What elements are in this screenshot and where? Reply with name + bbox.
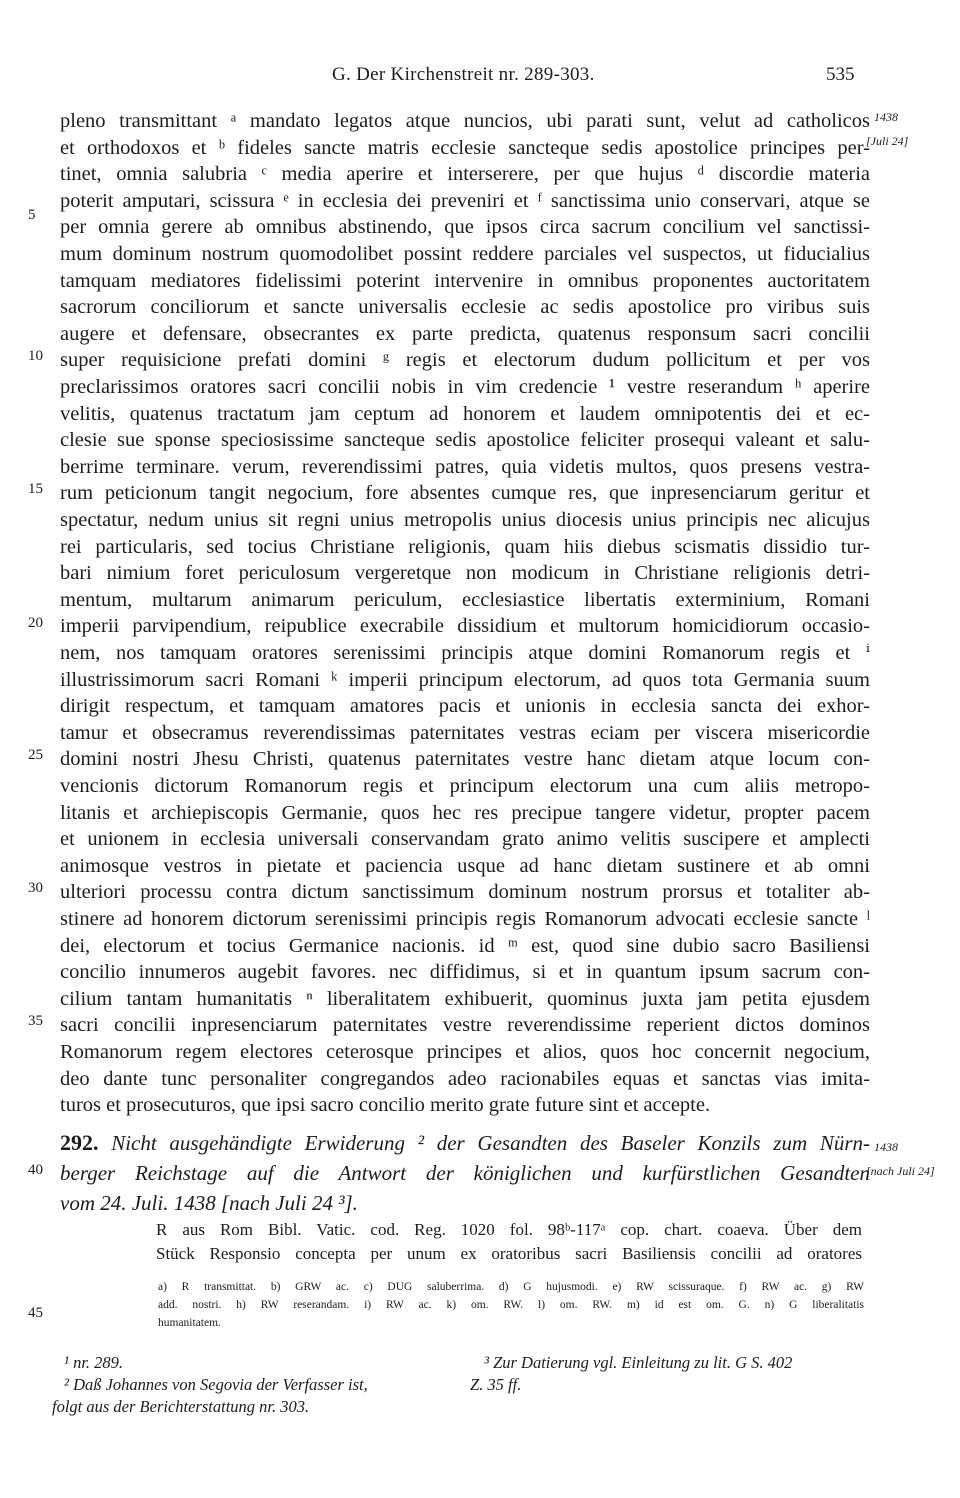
footnote-3: ³ Zur Datierung vgl. Einleitung zu lit. G S. 402 — [484, 1353, 793, 1372]
source-line: R aus Rom Bibl. Vatic. cod. Reg. 1020 fol. 98ᵇ-117ᵃ cop. chart. coaeva. Über dem — [156, 1220, 862, 1239]
text-line: rei particularis, sed tocius Christiane religionis, quam hiis diebus scismatis dissidio tur- — [60, 535, 870, 558]
line-number: 35 — [28, 1013, 43, 1029]
text-line: stinere ad honorem dictorum serenissimi principis regis Romanorum advocati ecclesie sancte ˡ — [60, 908, 870, 930]
line-number: 45 — [28, 1305, 43, 1321]
text-line: Romanorum regem electores ceterosque principes et alios, quos hoc concernit negocium, — [60, 1041, 870, 1063]
text-line: berrime terminare. verum, reverendissimi patres, quia videtis multos, quos presens vestra- — [60, 455, 870, 478]
text-line: spectatur, nedum unius sit regni unius metropolis unius diocesis unius principis nec alicujus — [60, 509, 870, 531]
text-line: tamur et obsecramus reverendissimas paternitates vestras eciam per viscera misericordie — [60, 721, 870, 744]
page-number: 535 — [826, 64, 855, 85]
page-header — [0, 64, 960, 92]
text-line: sacri concilii inpresenciarum paternitates vestre reverendissime reperient dictos dominos — [60, 1014, 870, 1037]
variant-line: humanitatem. — [158, 1317, 221, 1329]
text-line: clesie sue sponse speciosissime sancteque sedis apostolice feliciter prosequi valeant et salu- — [60, 429, 870, 452]
text-line: deo dante tunc personaliter congregandos adeo racionabiles equas et sanctas vias imita- — [60, 1067, 870, 1090]
line-number: 20 — [28, 615, 43, 631]
text-line: turos et prosecuturos, que ipsi sacro concilio merito grate future sint et accepte. — [60, 1094, 711, 1117]
variant-line: add. nostri. h) RW reserandam. i) RW ac. k) om. RW. l) om. RW. m) id est om. G. n) G liberalitatis — [158, 1299, 864, 1311]
text-line: et orthodoxos et ᵇ fideles sancte matris ecclesie sancteque sedis apostolice principes per- — [60, 136, 870, 159]
text-line: preclarissimos oratores sacri concilii nobis in vim credencie ¹ vestre reserandum ʰ aperire — [60, 376, 870, 398]
text-line: domini nostri Jhesu Christi, quatenus paternitates vestre hanc dietam atque locum con- — [60, 748, 870, 771]
footnote-3-continued: Z. 35 ff. — [470, 1375, 522, 1394]
text-line: pleno transmittant ᵃ mandato legatos atque nuncios, ubi parati sunt, velut ad catholicos — [60, 110, 870, 132]
text-line: litanis et archiepiscopis Germanie, quos hec res precipue tangere videtur, propter pacem — [60, 801, 870, 824]
line-number: 25 — [28, 747, 43, 763]
text-line: et unionem in ecclesia universali conservandam grato animo velitis suscipere et amplecti — [60, 828, 870, 851]
source-line: Stück Responsio concepta per unum ex oratoribus sacri Basiliensis concilii ad oratores — [156, 1244, 862, 1263]
document-title: Nicht ausgehändigte Erwiderung ² der Gesandten des Baseler Konzils zum Nürn- — [111, 1131, 870, 1155]
margin-date: [nach Juli 24] — [866, 1164, 935, 1178]
text-line: vencionis dictorum Romanorum regis et principum electorum una cum aliis metropo- — [60, 775, 870, 797]
margin-year: 1438 — [874, 110, 898, 124]
document-number: 292. — [60, 1130, 99, 1155]
text-line: poterit amputari, scissura ᵉ in ecclesia dei preveniri et ᶠ sanctissima unio conservari, atque se — [60, 189, 870, 212]
text-line: rum peticionum tangit negocium, fore absentes cumque res, que inpresenciarum geritur et — [60, 482, 870, 505]
text-line: mentum, multarum animarum periculum, ecclesiastice libertatis exterminium, Romani — [60, 588, 870, 611]
text-line: dei, electorum et tocius Germanice nacionis. id ᵐ est, quod sine dubio sacro Basiliensi — [60, 934, 870, 957]
text-line: ulteriori processu contra dictum sanctissimum dominum nostrum prorsus et totaliter ab- — [60, 881, 870, 904]
line-number: 5 — [28, 207, 36, 223]
footnote-2-continued: folgt aus der Berichterstattung nr. 303. — [52, 1397, 310, 1416]
line-number: 15 — [28, 481, 43, 497]
line-number: 30 — [28, 880, 43, 896]
line-number: 40 — [28, 1162, 43, 1178]
margin-date: [Juli 24] — [866, 134, 909, 148]
text-line: nem, nos tamquam oratores serenissimi principis atque domini Romanorum regis et ⁱ — [60, 642, 870, 664]
margin-year: 1438 — [874, 1140, 898, 1154]
text-line: augere et defensare, obsecrantes ex parte predicta, quatenus responsum sacri concilii — [60, 322, 870, 345]
heading-line: berger Reichstage auf die Antwort der königlichen und kurfürstlichen Gesandten — [60, 1161, 870, 1185]
heading-line — [60, 1128, 870, 1158]
text-line: velitis, quatenus tractatum jam ceptum ad honorem et laudem omnipotentis dei et ec- — [60, 402, 870, 425]
text-line: mum dominum nostrum quomodolibet possint reddere parciales vel suspectos, ut fiducialius — [60, 243, 870, 265]
heading-line: vom 24. Juli. 1438 [nach Juli 24 ³]. — [60, 1191, 358, 1215]
variant-apparatus — [158, 1278, 864, 1332]
text-line: concilio innumeros augebit favores. nec diffidimus, si et in quantum ipsum sacrum con- — [60, 961, 870, 984]
text-line: tamquam mediatores fidelissimi poterint intervenire in omnibus proponentes auctoritatem — [60, 269, 870, 292]
text-line: tinet, omnia salubria ᶜ media aperire et interserere, per que hujus ᵈ discordie materia — [60, 163, 870, 186]
text-line: bari nimium foret periculosum vergeretque non modicum in Christiane religionis detri- — [60, 562, 870, 585]
variant-line: a) R transmittat. b) GRW ac. c) DUG saluberrima. d) G hujusmodi. e) RW scissuraque. f) RW ac. g) RW — [158, 1281, 864, 1293]
text-line: sacrorum conciliorum et sancte universalis ecclesie ac sedis apostolice pro viribus suis — [60, 296, 870, 319]
footnote-2: ² Daß Johannes von Segovia der Verfasser ist, — [64, 1375, 368, 1394]
footnote-1: ¹ nr. 289. — [64, 1353, 124, 1372]
text-line: cilium tantam humanitatis ⁿ liberalitatem exhibuerit, quominus juxta jam petita ejusdem — [60, 987, 870, 1010]
running-title: G. Der Kirchenstreit nr. 289-303. — [332, 64, 595, 85]
text-line: per omnia gerere ab omnibus abstinendo, que ipsos circa sacrum concilium vel sanctissi- — [60, 216, 870, 239]
text-line: dirigit respectum, et tamquam amatores pacis et unionis in ecclesia sancta dei exhor- — [60, 695, 870, 718]
source-note — [156, 1218, 862, 1266]
text-line: illustrissimorum sacri Romani ᵏ imperii principum electorum, ad quos tota Germania suum — [60, 668, 870, 691]
text-line: super requisicione prefati domini ᵍ regis et electorum dudum pollicitum et per vos — [60, 349, 870, 372]
line-number: 10 — [28, 348, 43, 364]
text-line: animosque vestros in pietate et paciencia usque ad hanc dietam sustinere et ab omni — [60, 854, 870, 877]
text-line: imperii parvipendium, reipublice execrabile dissidium et multorum homicidiorum occasio- — [60, 615, 870, 638]
